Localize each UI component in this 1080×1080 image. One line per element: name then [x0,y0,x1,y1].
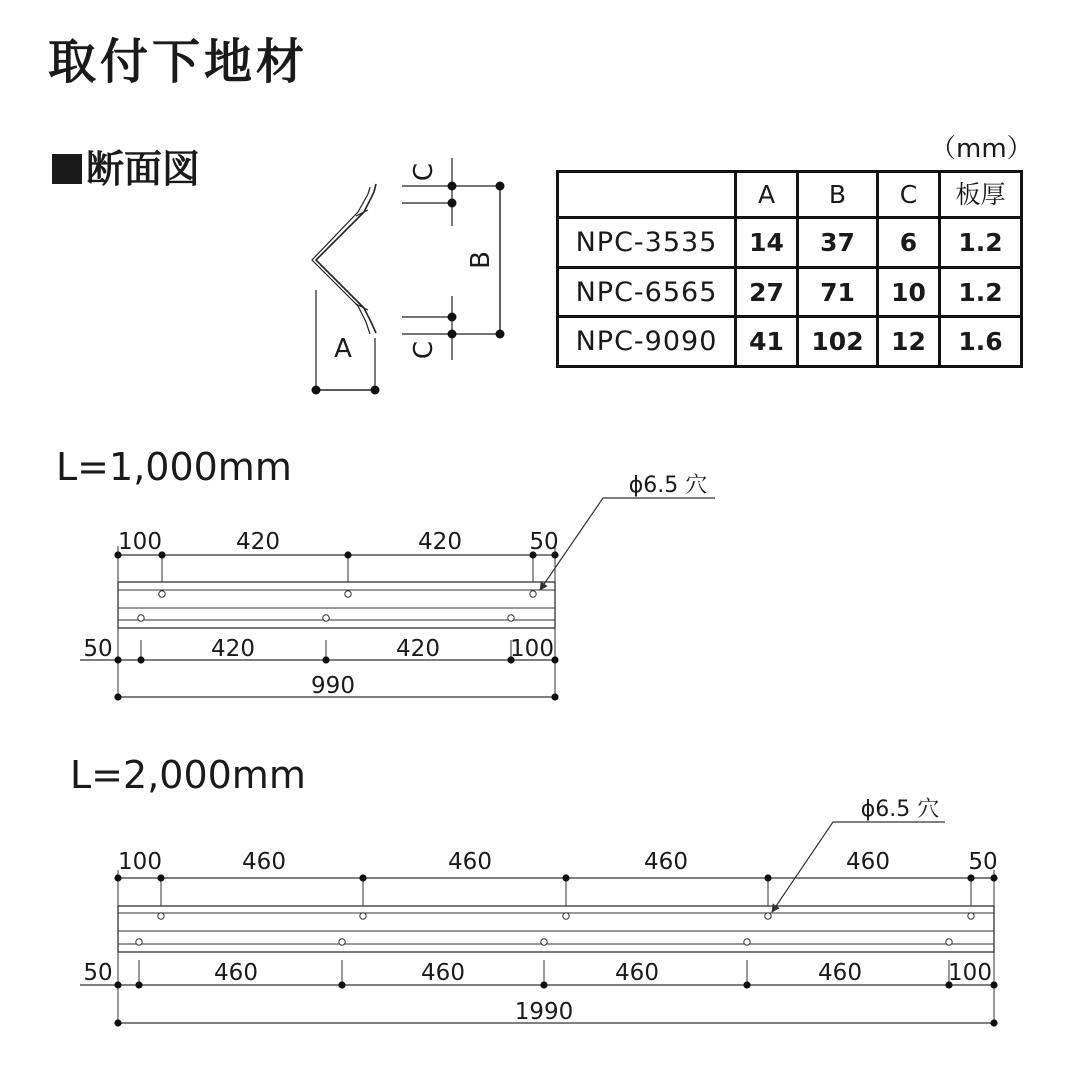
model-cell: NPC-6565 [558,267,736,317]
b-cell: 71 [798,267,878,317]
dim-label: 50 [968,849,998,875]
dim-label: 100 [118,849,162,875]
c-cell: 10 [878,267,940,317]
profile-outline [316,184,376,333]
a-cell: 14 [736,218,798,268]
dim-label: 420 [211,636,255,662]
hole [968,913,974,919]
dim-label: 100 [948,960,992,986]
hole [541,939,547,945]
page-title: 取付下地材 [48,34,309,90]
dim-total-label: 1990 [514,999,574,1025]
header-cell-b: B [798,172,878,218]
c-cell: 12 [878,317,940,367]
dim-dot [496,330,505,339]
section-label: 断面図 [86,147,201,191]
hole [136,939,142,945]
dim-label: 100 [118,529,162,555]
hole [360,913,366,919]
hole [530,591,536,597]
dim-label: 50 [529,529,559,555]
a-cell: 41 [736,317,798,367]
hole [158,913,164,919]
label-b: B [466,251,496,269]
a-cell: 27 [736,267,798,317]
hole [138,615,144,621]
length-1000-title: L=1,000mm [56,445,292,489]
dim-label: 100 [510,636,554,662]
dim-label: 460 [644,849,688,875]
hole [946,939,952,945]
dim-dot [312,386,321,395]
dim-label: 420 [236,529,280,555]
dim-label: 420 [418,529,462,555]
dim-label: 460 [846,849,890,875]
profile-inner [312,187,370,334]
c-cell: 6 [878,218,940,268]
dim-label: 460 [214,960,258,986]
header-cell-c: C [878,172,940,218]
label-c-top: C [409,162,439,182]
hole [159,591,165,597]
dim-total-label: 990 [311,673,355,699]
dim-label: 460 [421,960,465,986]
hole [508,615,514,621]
thickness-cell: 1.6 [940,317,1022,367]
model-cell: NPC-3535 [558,218,736,268]
header-cell-thickness: 板厚 [940,172,1022,218]
dim-label: 50 [83,960,113,986]
header-cell-a: A [736,172,798,218]
dim-dot [448,330,457,339]
hole-leader-arrow [540,498,715,590]
hole [744,939,750,945]
hole-note: ϕ6.5 穴 [628,473,708,498]
dim-dot [448,313,457,322]
b-cell: 37 [798,218,878,268]
hole [323,615,329,621]
drawing-1000 [80,498,715,700]
hole [563,913,569,919]
label-a: A [334,334,352,364]
dim-label: 460 [242,849,286,875]
hole-note: ϕ6.5 穴 [860,797,940,822]
thickness-cell: 1.2 [940,218,1022,268]
b-cell: 102 [798,317,878,367]
bar-outline [118,582,555,628]
thickness-cell: 1.2 [940,267,1022,317]
dim-label: 460 [818,960,862,986]
dim-label: 460 [615,960,659,986]
dim-label: 420 [396,636,440,662]
dim-label: 460 [448,849,492,875]
hole [345,591,351,597]
hole [765,913,771,919]
dim-dot [371,386,380,395]
dim-label: 50 [83,636,113,662]
length-2000-title: L=2,000mm [70,753,306,797]
dim-dot [448,199,457,208]
dim-dot [496,182,505,191]
model-cell: NPC-9090 [558,317,736,367]
hole [339,939,345,945]
label-c-bottom: C [409,340,439,360]
unit-label: （mm） [930,134,1033,164]
dim-dot [448,182,457,191]
